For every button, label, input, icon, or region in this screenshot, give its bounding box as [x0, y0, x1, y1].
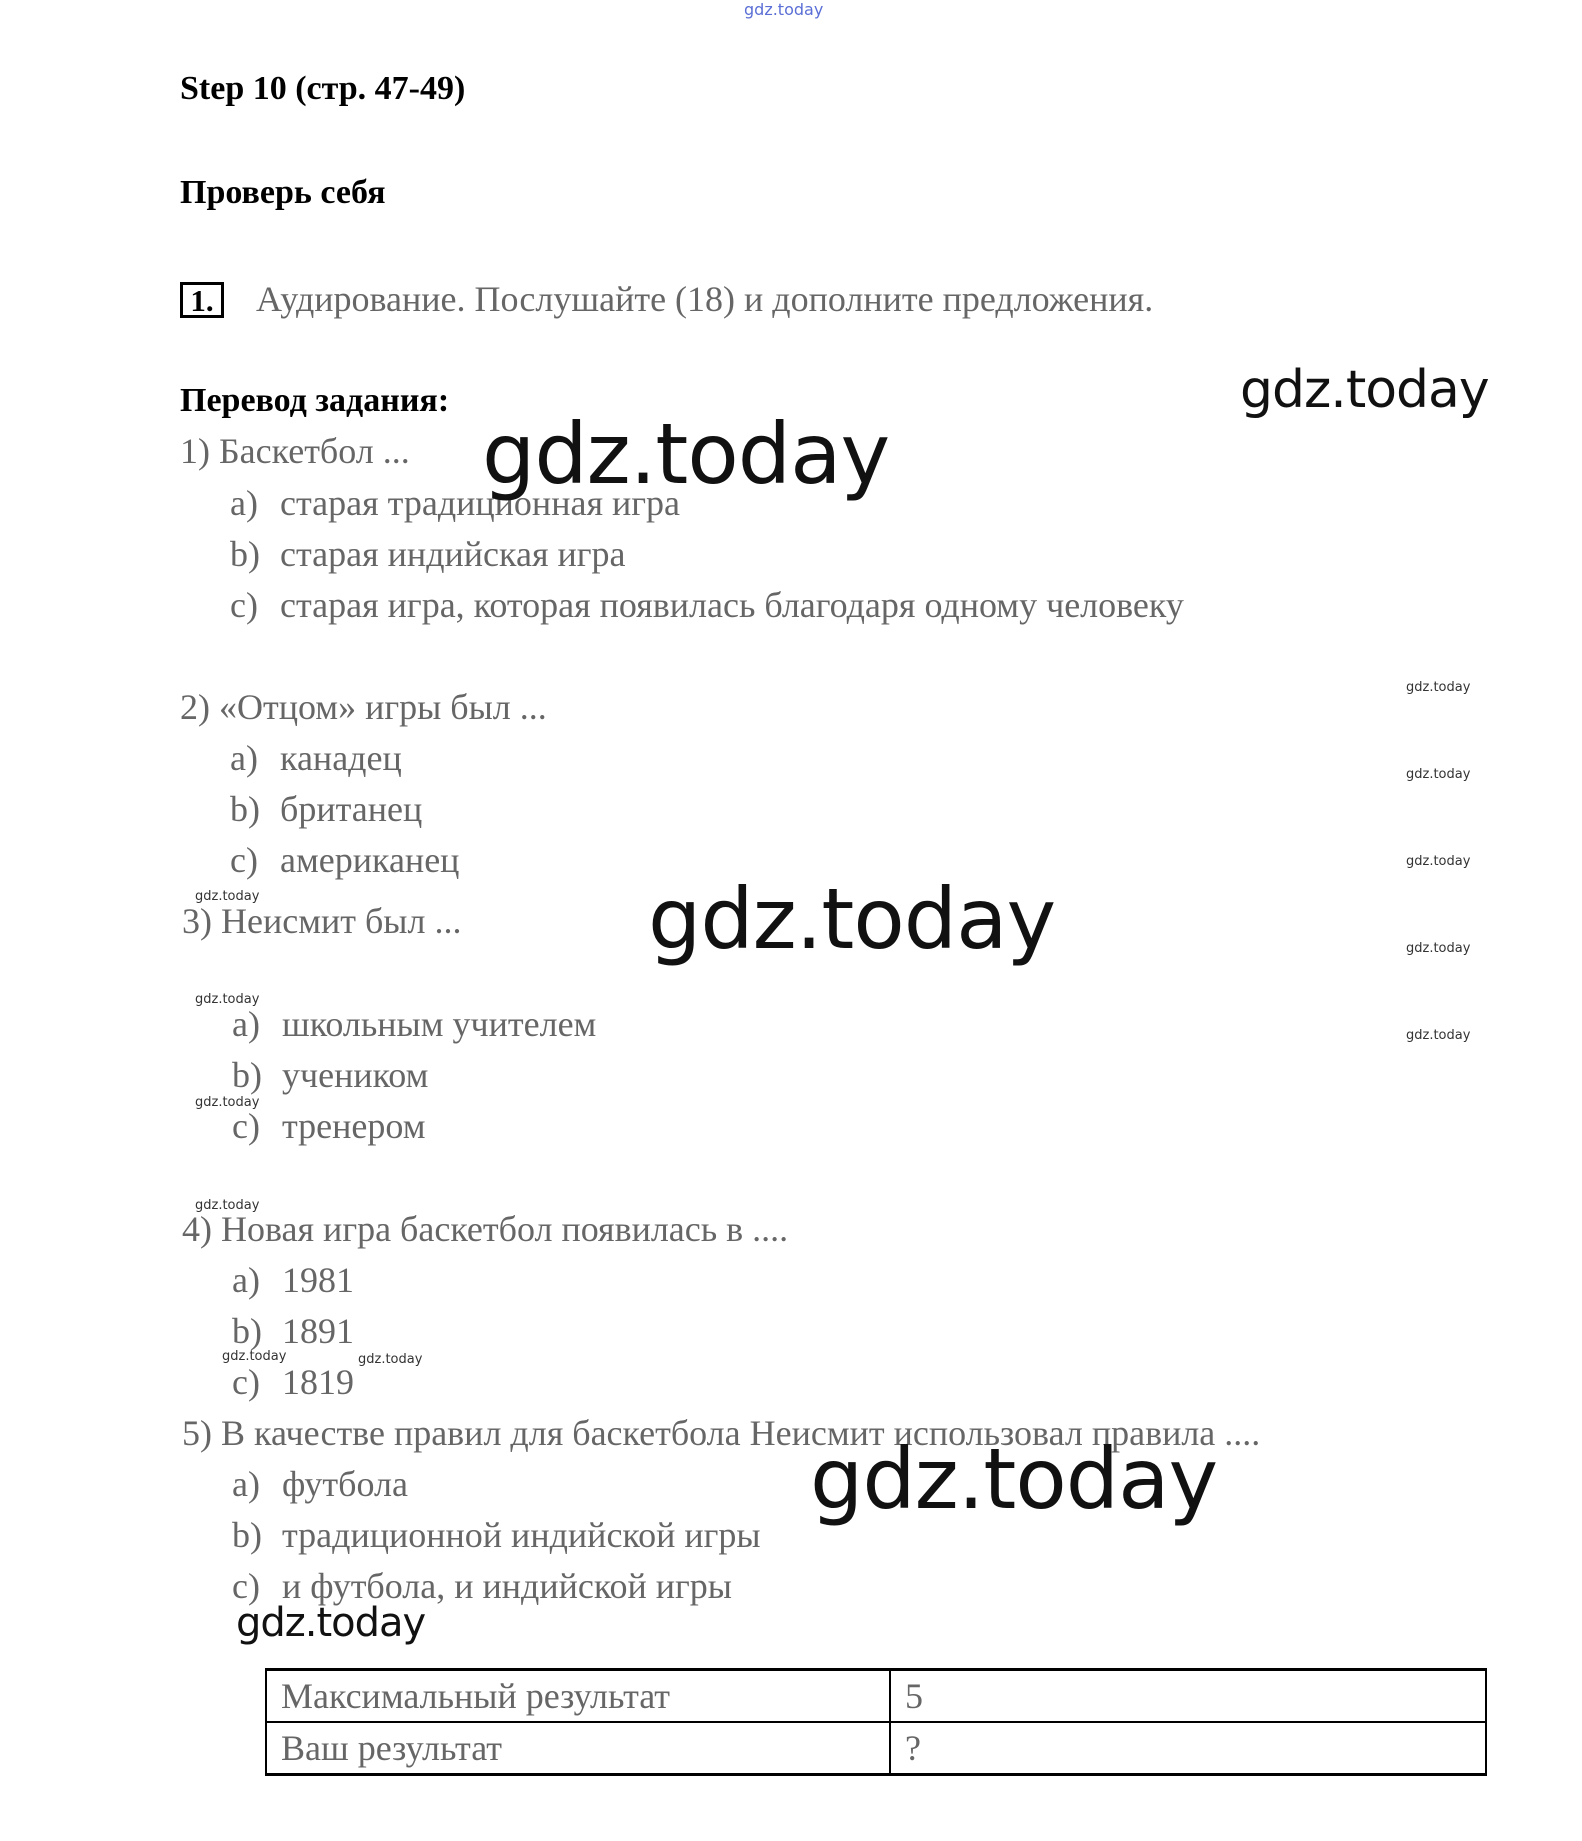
option-text: 1891 — [282, 1311, 354, 1351]
option-letter: c) — [232, 1362, 260, 1402]
question-1: 1) Баскетбол ... — [180, 431, 410, 471]
result-label-yours: Ваш результат — [266, 1722, 890, 1775]
question-3-option-b — [232, 1054, 428, 1096]
watermark-small: gdz.today — [195, 992, 260, 1007]
option-text: старая индийская игра — [280, 534, 626, 574]
option-text: канадец — [280, 738, 402, 778]
result-label-max: Максимальный результат — [266, 1670, 890, 1723]
option-text: традиционной индийской игры — [282, 1515, 761, 1555]
section-title: Проверь себя — [180, 174, 386, 211]
option-letter: b) — [232, 1311, 262, 1351]
watermark-large: gdz.today — [482, 405, 890, 503]
watermark-small: gdz.today — [358, 1352, 423, 1367]
question-1-option-b — [230, 533, 626, 575]
option-letter: a) — [232, 1260, 260, 1300]
option-letter: b) — [232, 1055, 262, 1095]
option-letter: b) — [232, 1515, 262, 1555]
task-number-box — [180, 282, 224, 318]
question-4-option-a — [232, 1259, 354, 1301]
option-text: американец — [280, 840, 460, 880]
watermark-small: gdz.today — [1406, 767, 1471, 782]
option-letter: c) — [232, 1106, 260, 1146]
option-letter: b) — [230, 789, 260, 829]
question-3-option-a — [232, 1003, 596, 1045]
question-2: 2) «Отцом» игры был ... — [180, 687, 547, 727]
option-letter: a) — [230, 738, 258, 778]
option-letter: c) — [230, 840, 258, 880]
question-4: 4) Новая игра баскетбол появилась в .... — [182, 1209, 789, 1249]
watermark-small: gdz.today — [195, 1095, 260, 1110]
step-title: Step 10 (стр. 47-49) — [180, 70, 466, 107]
option-text: и футбола, и индийской игры — [282, 1566, 732, 1606]
option-text: старая игра, которая появилась благодаря одному человеку — [280, 585, 1184, 625]
watermark-small: gdz.today — [1406, 1028, 1471, 1043]
option-text: старая традиционная игра — [280, 483, 681, 523]
option-letter: c) — [230, 585, 258, 625]
translation-label: Перевод задания: — [180, 382, 450, 419]
question-2-option-c — [230, 839, 459, 881]
watermark-small: gdz.today — [222, 1349, 287, 1364]
table-row — [266, 1722, 1486, 1775]
watermark-small: gdz.today — [1406, 941, 1471, 956]
question-4-option-b — [232, 1310, 354, 1352]
watermark-medium: gdz.today — [1240, 360, 1489, 420]
option-text: футбола — [282, 1464, 408, 1504]
question-1-option-c — [230, 584, 1184, 626]
watermark-small: gdz.today — [195, 1198, 260, 1213]
top-watermark: gdz.today — [744, 0, 824, 19]
question-5: 5) В качестве правил для баскетбола Неисмит использовал правила .... — [182, 1413, 1261, 1453]
watermark-small: gdz.today — [1406, 680, 1471, 695]
watermark-large: gdz.today — [648, 870, 1056, 968]
question-5-option-a — [232, 1463, 408, 1505]
watermark-medium: gdz.today — [236, 1600, 426, 1646]
option-text: британец — [280, 789, 423, 829]
watermark-small: gdz.today — [1406, 854, 1471, 869]
option-text: школьным учителем — [282, 1004, 597, 1044]
option-letter: a) — [232, 1004, 260, 1044]
option-letter: b) — [230, 534, 260, 574]
option-letter: c) — [232, 1566, 260, 1606]
question-2-option-a — [230, 737, 402, 779]
watermark-large: gdz.today — [810, 1430, 1218, 1528]
option-letter: a) — [230, 483, 258, 523]
option-text: учеником — [282, 1055, 429, 1095]
task-instruction: Аудирование. Послушайте (18) и дополните предложения. — [256, 279, 1154, 319]
result-value-yours: ? — [890, 1722, 1486, 1775]
question-3: 3) Неисмит был ... — [182, 901, 462, 941]
question-3-option-c — [232, 1105, 426, 1147]
table-row — [266, 1670, 1486, 1723]
option-letter: a) — [232, 1464, 260, 1504]
question-5-option-b — [232, 1514, 761, 1556]
result-table — [265, 1668, 1487, 1776]
question-4-option-c — [232, 1361, 354, 1403]
option-text: 1819 — [282, 1362, 354, 1402]
watermark-small: gdz.today — [195, 889, 260, 904]
option-text: тренером — [282, 1106, 426, 1146]
option-text: 1981 — [282, 1260, 354, 1300]
question-2-option-b — [230, 788, 422, 830]
task-number: 1. — [190, 282, 214, 318]
result-value-max: 5 — [890, 1670, 1486, 1723]
